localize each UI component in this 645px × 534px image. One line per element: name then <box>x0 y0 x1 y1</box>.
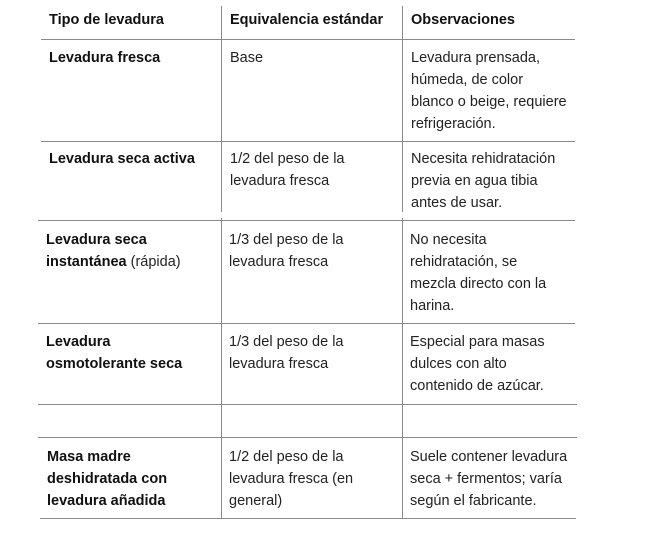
row3-observaciones-line1: No necesita <box>410 232 487 248</box>
header-tipo: Tipo de levadura <box>49 12 164 28</box>
row4-tipo-line2: osmotolerante seca <box>46 356 183 372</box>
row-divider-5 <box>38 437 577 438</box>
row3-equivalencia-line2: levadura fresca <box>229 254 329 270</box>
row3-tipo-line1: Levadura seca <box>46 232 147 248</box>
row1-observaciones-line2: húmeda, de color <box>411 72 524 88</box>
row5-equivalencia-line1: 1/2 del peso de la <box>229 449 344 465</box>
column-divider-1 <box>221 6 222 518</box>
row5-tipo-line1: Masa madre <box>47 449 131 465</box>
row5-equivalencia-line2: levadura fresca (en <box>229 471 354 487</box>
header-observaciones: Observaciones <box>411 12 515 28</box>
row2-observaciones-line2: previa en agua tibia <box>411 173 538 189</box>
column-divider-2 <box>402 6 403 518</box>
row1-observaciones-line4: refrigeración. <box>411 116 496 132</box>
row-divider-1 <box>41 141 575 142</box>
row1-equivalencia: Base <box>230 50 264 66</box>
row-divider-2-redraw <box>38 220 575 221</box>
row3-tipo-normal: (rápida) <box>126 254 181 270</box>
row2-equivalencia-line1: 1/2 del peso de la <box>230 151 345 167</box>
row4-equivalencia-line1: 1/3 del peso de la <box>229 334 344 350</box>
row5-observaciones-line1: Suele contener levadura <box>410 449 568 465</box>
row2-observaciones-line3: antes de usar. <box>411 195 503 211</box>
row4-equivalencia-line2: levadura fresca <box>229 356 329 372</box>
row2-tipo: Levadura seca activa <box>49 151 195 167</box>
row1-observaciones-line1: Levadura prensada, <box>411 50 540 66</box>
row4-tipo-line1: Levadura <box>46 334 111 350</box>
row5-equivalencia-line3: general) <box>229 493 283 509</box>
row5-observaciones-line2: seca + fermentos; varía <box>410 471 562 487</box>
row-divider-4 <box>38 404 577 405</box>
row1-observaciones-line3: blanco o beige, requiere <box>411 94 567 110</box>
row1-tipo: Levadura fresca <box>49 50 161 66</box>
row3-observaciones-line3: mezcla directo con la <box>410 276 547 292</box>
row3-observaciones-line2: rehidratación, se <box>410 254 518 270</box>
row5-tipo-line2: deshidratada con <box>47 471 168 487</box>
row3-tipo-bold: instantánea <box>46 254 127 270</box>
table-bottom-line <box>40 518 576 519</box>
row3-equivalencia-line1: 1/3 del peso de la <box>229 232 344 248</box>
row4-observaciones-line1: Especial para masas <box>410 334 545 350</box>
row2-equivalencia-line2: levadura fresca <box>230 173 330 189</box>
row5-observaciones-line3: según el fabricante. <box>410 493 537 509</box>
header-divider <box>41 39 575 40</box>
row3-observaciones-line4: harina. <box>410 298 455 314</box>
row3-tipo-line2 <box>46 251 181 273</box>
row-divider-3 <box>38 323 575 324</box>
row4-observaciones-line3: contenido de azúcar. <box>410 378 544 394</box>
row2-observaciones-line1: Necesita rehidratación <box>411 151 556 167</box>
header-equivalencia: Equivalencia estándar <box>230 12 384 28</box>
row5-tipo-line3: levadura añadida <box>47 493 166 509</box>
scan-gap-band <box>0 212 645 218</box>
row4-observaciones-line2: dulces con alto <box>410 356 507 372</box>
